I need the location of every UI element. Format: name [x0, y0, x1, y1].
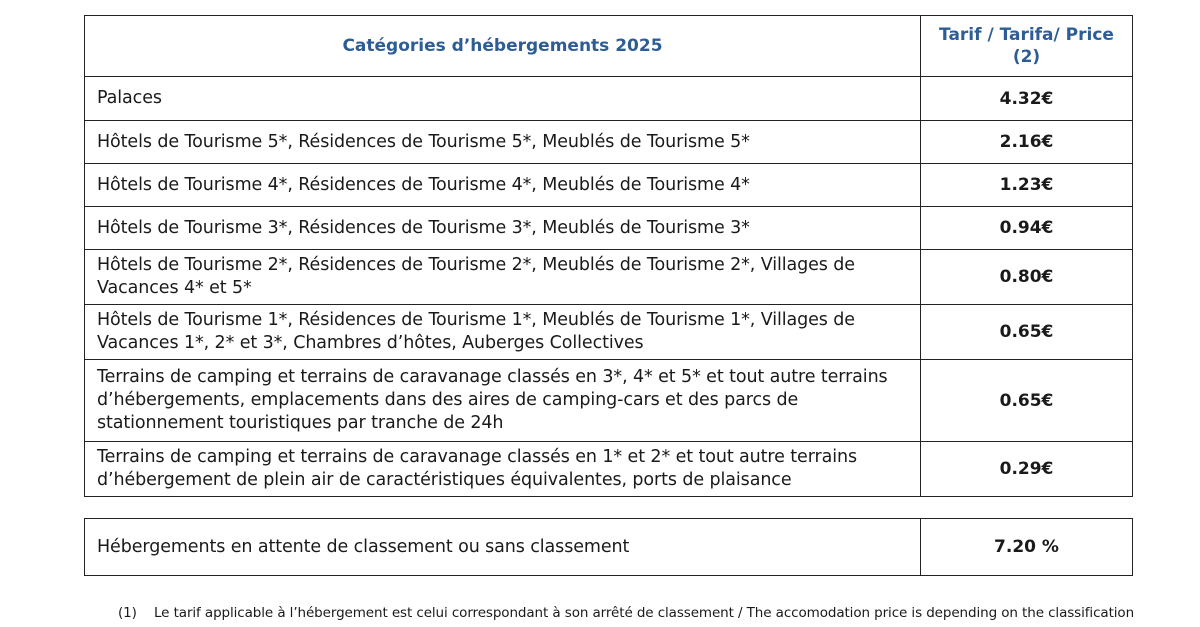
category-cell: Hôtels de Tourisme 1*, Résidences de Tourisme 1*, Meublés de Tourisme 1*, Villages de Vacances 1*, 2* et 3*, Chambres d’hôtes, Auberges Collectives	[85, 305, 921, 360]
price-cell: 1.23€	[921, 164, 1133, 207]
footnote	[118, 605, 1134, 621]
footnote-number: (1)	[118, 605, 137, 621]
table-row	[85, 207, 1133, 250]
category-cell: Hôtels de Tourisme 4*, Résidences de Tourisme 4*, Meublés de Tourisme 4*	[85, 164, 921, 207]
price-cell: 0.94€	[921, 207, 1133, 250]
price-cell: 2.16€	[921, 121, 1133, 164]
price-header-line1: Tarif / Tarifa/ Price	[939, 25, 1114, 45]
price-cell: 4.32€	[921, 77, 1133, 121]
category-cell: Palaces	[85, 77, 921, 121]
footnote-text: Le tarif applicable à l’hébergement est celui correspondant à son arrêté de classement / The accomodation price is depending on the classification	[154, 605, 1135, 621]
unclassified-table	[84, 518, 1133, 576]
table-row	[85, 164, 1133, 207]
table-row	[85, 442, 1133, 497]
price-column-header	[921, 16, 1133, 77]
table-row	[85, 250, 1133, 305]
price-cell: 7.20 %	[921, 519, 1133, 576]
table-row	[85, 360, 1133, 442]
category-cell: Hébergements en attente de classement ou sans classement	[85, 519, 921, 576]
table-row	[85, 519, 1133, 576]
table-row	[85, 77, 1133, 121]
price-cell: 0.65€	[921, 305, 1133, 360]
price-cell: 0.29€	[921, 442, 1133, 497]
table-header-row	[85, 16, 1133, 77]
category-column-header: Catégories d’hébergements 2025	[85, 16, 921, 77]
category-cell: Hôtels de Tourisme 3*, Résidences de Tourisme 3*, Meublés de Tourisme 3*	[85, 207, 921, 250]
price-header-line2: (2)	[1012, 47, 1041, 67]
price-cell: 0.65€	[921, 360, 1133, 442]
category-cell: Hôtels de Tourisme 5*, Résidences de Tourisme 5*, Meublés de Tourisme 5*	[85, 121, 921, 164]
tax-rate-table	[84, 15, 1133, 497]
price-cell: 0.80€	[921, 250, 1133, 305]
table-row	[85, 305, 1133, 360]
category-cell: Terrains de camping et terrains de caravanage classés en 3*, 4* et 5* et tout autre terrains d’hébergements, emplacements dans des aires de camping-cars et des parcs de stationnement touristiques par tranche de 24h	[85, 360, 921, 442]
category-cell: Hôtels de Tourisme 2*, Résidences de Tourisme 2*, Meublés de Tourisme 2*, Villages de Vacances 4* et 5*	[85, 250, 921, 305]
table-row	[85, 121, 1133, 164]
category-cell: Terrains de camping et terrains de caravanage classés en 1* et 2* et tout autre terrains d’hébergement de plein air de caractéristiques équivalentes, ports de plaisance	[85, 442, 921, 497]
